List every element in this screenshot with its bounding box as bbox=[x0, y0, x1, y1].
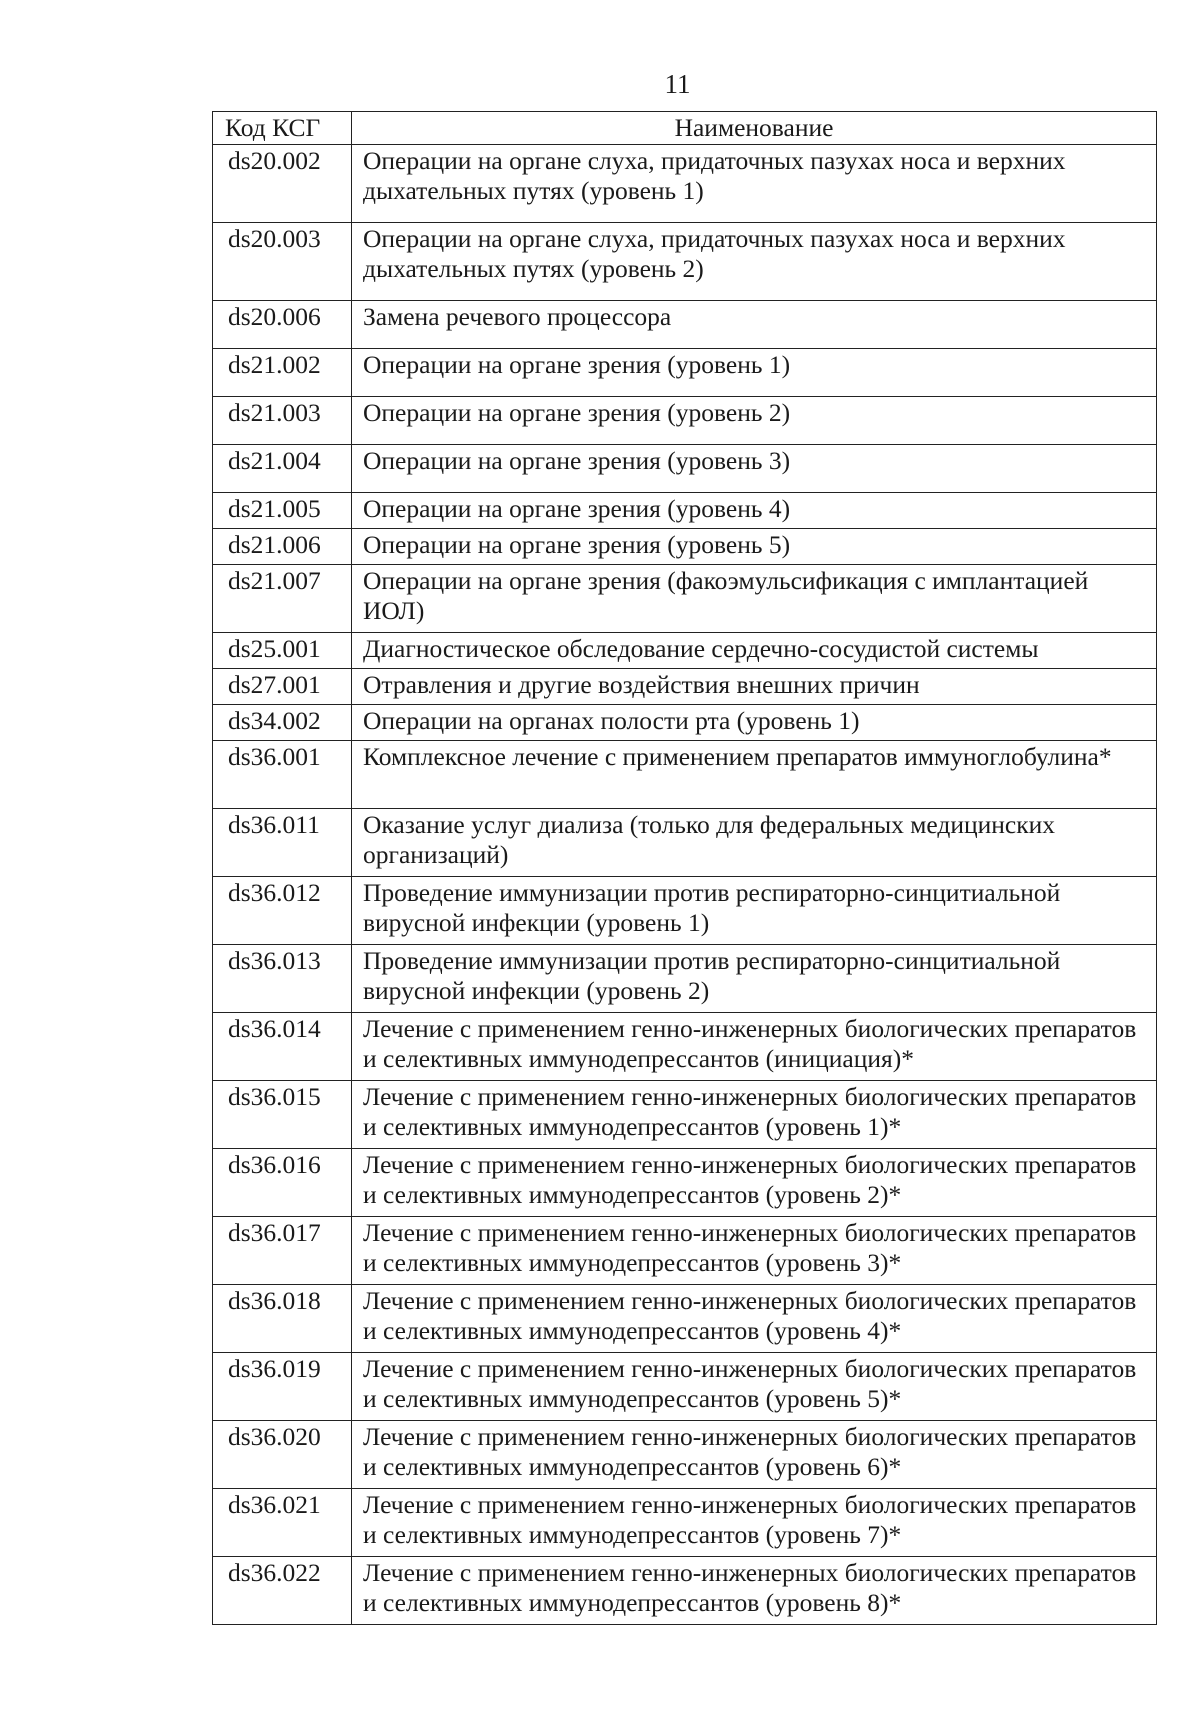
ksg-code: ds21.004 bbox=[213, 445, 352, 493]
ksg-code: ds36.012 bbox=[213, 877, 352, 945]
table-row bbox=[213, 223, 1157, 301]
ksg-code: ds36.001 bbox=[213, 741, 352, 809]
table-row bbox=[213, 1081, 1157, 1149]
ksg-name: Операции на органе зрения (уровень 2) bbox=[352, 397, 1157, 445]
ksg-code: ds27.001 bbox=[213, 669, 352, 705]
table-row bbox=[213, 565, 1157, 633]
table-row bbox=[213, 669, 1157, 705]
header-name: Наименование bbox=[352, 112, 1157, 145]
ksg-code: ds36.017 bbox=[213, 1217, 352, 1285]
ksg-name: Лечение с применением генно-инженерных биологических препаратов и селективных иммунодепрессантов (уровень 7)* bbox=[352, 1489, 1157, 1557]
table-row bbox=[213, 705, 1157, 741]
table-row bbox=[213, 1353, 1157, 1421]
ksg-name: Операции на органе зрения (уровень 5) bbox=[352, 529, 1157, 565]
ksg-name: Операции на органе зрения (уровень 4) bbox=[352, 493, 1157, 529]
ksg-code: ds36.020 bbox=[213, 1421, 352, 1489]
ksg-name: Операции на органе зрения (уровень 1) bbox=[352, 349, 1157, 397]
table-header-row bbox=[213, 112, 1157, 145]
ksg-name: Диагностическое обследование сердечно-сосудистой системы bbox=[352, 633, 1157, 669]
table-row bbox=[213, 397, 1157, 445]
ksg-code: ds20.003 bbox=[213, 223, 352, 301]
ksg-code: ds36.013 bbox=[213, 945, 352, 1013]
ksg-code: ds36.021 bbox=[213, 1489, 352, 1557]
ksg-name: Операции на органах полости рта (уровень 1) bbox=[352, 705, 1157, 741]
ksg-name: Оказание услуг диализа (только для федеральных медицинских организаций) bbox=[352, 809, 1157, 877]
ksg-name: Лечение с применением генно-инженерных биологических препаратов и селективных иммунодепрессантов (инициация)* bbox=[352, 1013, 1157, 1081]
table-row bbox=[213, 1149, 1157, 1217]
ksg-code: ds36.016 bbox=[213, 1149, 352, 1217]
ksg-name: Лечение с применением генно-инженерных биологических препаратов и селективных иммунодепрессантов (уровень 6)* bbox=[352, 1421, 1157, 1489]
table-row bbox=[213, 349, 1157, 397]
table-row bbox=[213, 1285, 1157, 1353]
table-row bbox=[213, 301, 1157, 349]
table-row bbox=[213, 633, 1157, 669]
ksg-name: Операции на органе зрения (факоэмульсификация с имплантацией ИОЛ) bbox=[352, 565, 1157, 633]
ksg-code: ds21.006 bbox=[213, 529, 352, 565]
ksg-code: ds21.003 bbox=[213, 397, 352, 445]
table-row bbox=[213, 1013, 1157, 1081]
ksg-name: Лечение с применением генно-инженерных биологических препаратов и селективных иммунодепрессантов (уровень 4)* bbox=[352, 1285, 1157, 1353]
ksg-code: ds36.022 bbox=[213, 1557, 352, 1625]
ksg-name: Проведение иммунизации против респираторно-синцитиальной вирусной инфекции (уровень 2) bbox=[352, 945, 1157, 1013]
ksg-name: Лечение с применением генно-инженерных биологических препаратов и селективных иммунодепрессантов (уровень 2)* bbox=[352, 1149, 1157, 1217]
page-number: 11 bbox=[664, 69, 691, 99]
table-row bbox=[213, 1217, 1157, 1285]
table-row bbox=[213, 945, 1157, 1013]
table-row bbox=[213, 809, 1157, 877]
table-row bbox=[213, 1421, 1157, 1489]
table-row bbox=[213, 493, 1157, 529]
ksg-code: ds36.018 bbox=[213, 1285, 352, 1353]
ksg-code: ds36.019 bbox=[213, 1353, 352, 1421]
ksg-name: Замена речевого процессора bbox=[352, 301, 1157, 349]
ksg-code: ds36.014 bbox=[213, 1013, 352, 1081]
table-row bbox=[213, 741, 1157, 809]
table-row bbox=[213, 445, 1157, 493]
ksg-code: ds21.005 bbox=[213, 493, 352, 529]
ksg-table bbox=[212, 111, 1157, 1625]
table-row bbox=[213, 1557, 1157, 1625]
ksg-name: Операции на органе слуха, придаточных пазухах носа и верхних дыхательных путях (уровень 2) bbox=[352, 223, 1157, 301]
ksg-code: ds36.015 bbox=[213, 1081, 352, 1149]
ksg-code: ds34.002 bbox=[213, 705, 352, 741]
ksg-name: Проведение иммунизации против респираторно-синцитиальной вирусной инфекции (уровень 1) bbox=[352, 877, 1157, 945]
ksg-name: Операции на органе слуха, придаточных пазухах носа и верхних дыхательных путях (уровень 1) bbox=[352, 145, 1157, 223]
ksg-code: ds21.002 bbox=[213, 349, 352, 397]
ksg-code: ds20.002 bbox=[213, 145, 352, 223]
ksg-name: Лечение с применением генно-инженерных биологических препаратов и селективных иммунодепрессантов (уровень 3)* bbox=[352, 1217, 1157, 1285]
ksg-name: Операции на органе зрения (уровень 3) bbox=[352, 445, 1157, 493]
ksg-code: ds20.006 bbox=[213, 301, 352, 349]
ksg-name: Лечение с применением генно-инженерных биологических препаратов и селективных иммунодепрессантов (уровень 8)* bbox=[352, 1557, 1157, 1625]
ksg-name: Комплексное лечение с применением препаратов иммуноглобулина* bbox=[352, 741, 1157, 809]
table-row bbox=[213, 529, 1157, 565]
table-row bbox=[213, 1489, 1157, 1557]
table-row bbox=[213, 877, 1157, 945]
ksg-code: ds36.011 bbox=[213, 809, 352, 877]
ksg-name: Лечение с применением генно-инженерных биологических препаратов и селективных иммунодепрессантов (уровень 1)* bbox=[352, 1081, 1157, 1149]
header-code: Код КСГ bbox=[213, 112, 352, 145]
ksg-name: Отравления и другие воздействия внешних причин bbox=[352, 669, 1157, 705]
ksg-name: Лечение с применением генно-инженерных биологических препаратов и селективных иммунодепрессантов (уровень 5)* bbox=[352, 1353, 1157, 1421]
ksg-code: ds21.007 bbox=[213, 565, 352, 633]
table-row bbox=[213, 145, 1157, 223]
ksg-code: ds25.001 bbox=[213, 633, 352, 669]
